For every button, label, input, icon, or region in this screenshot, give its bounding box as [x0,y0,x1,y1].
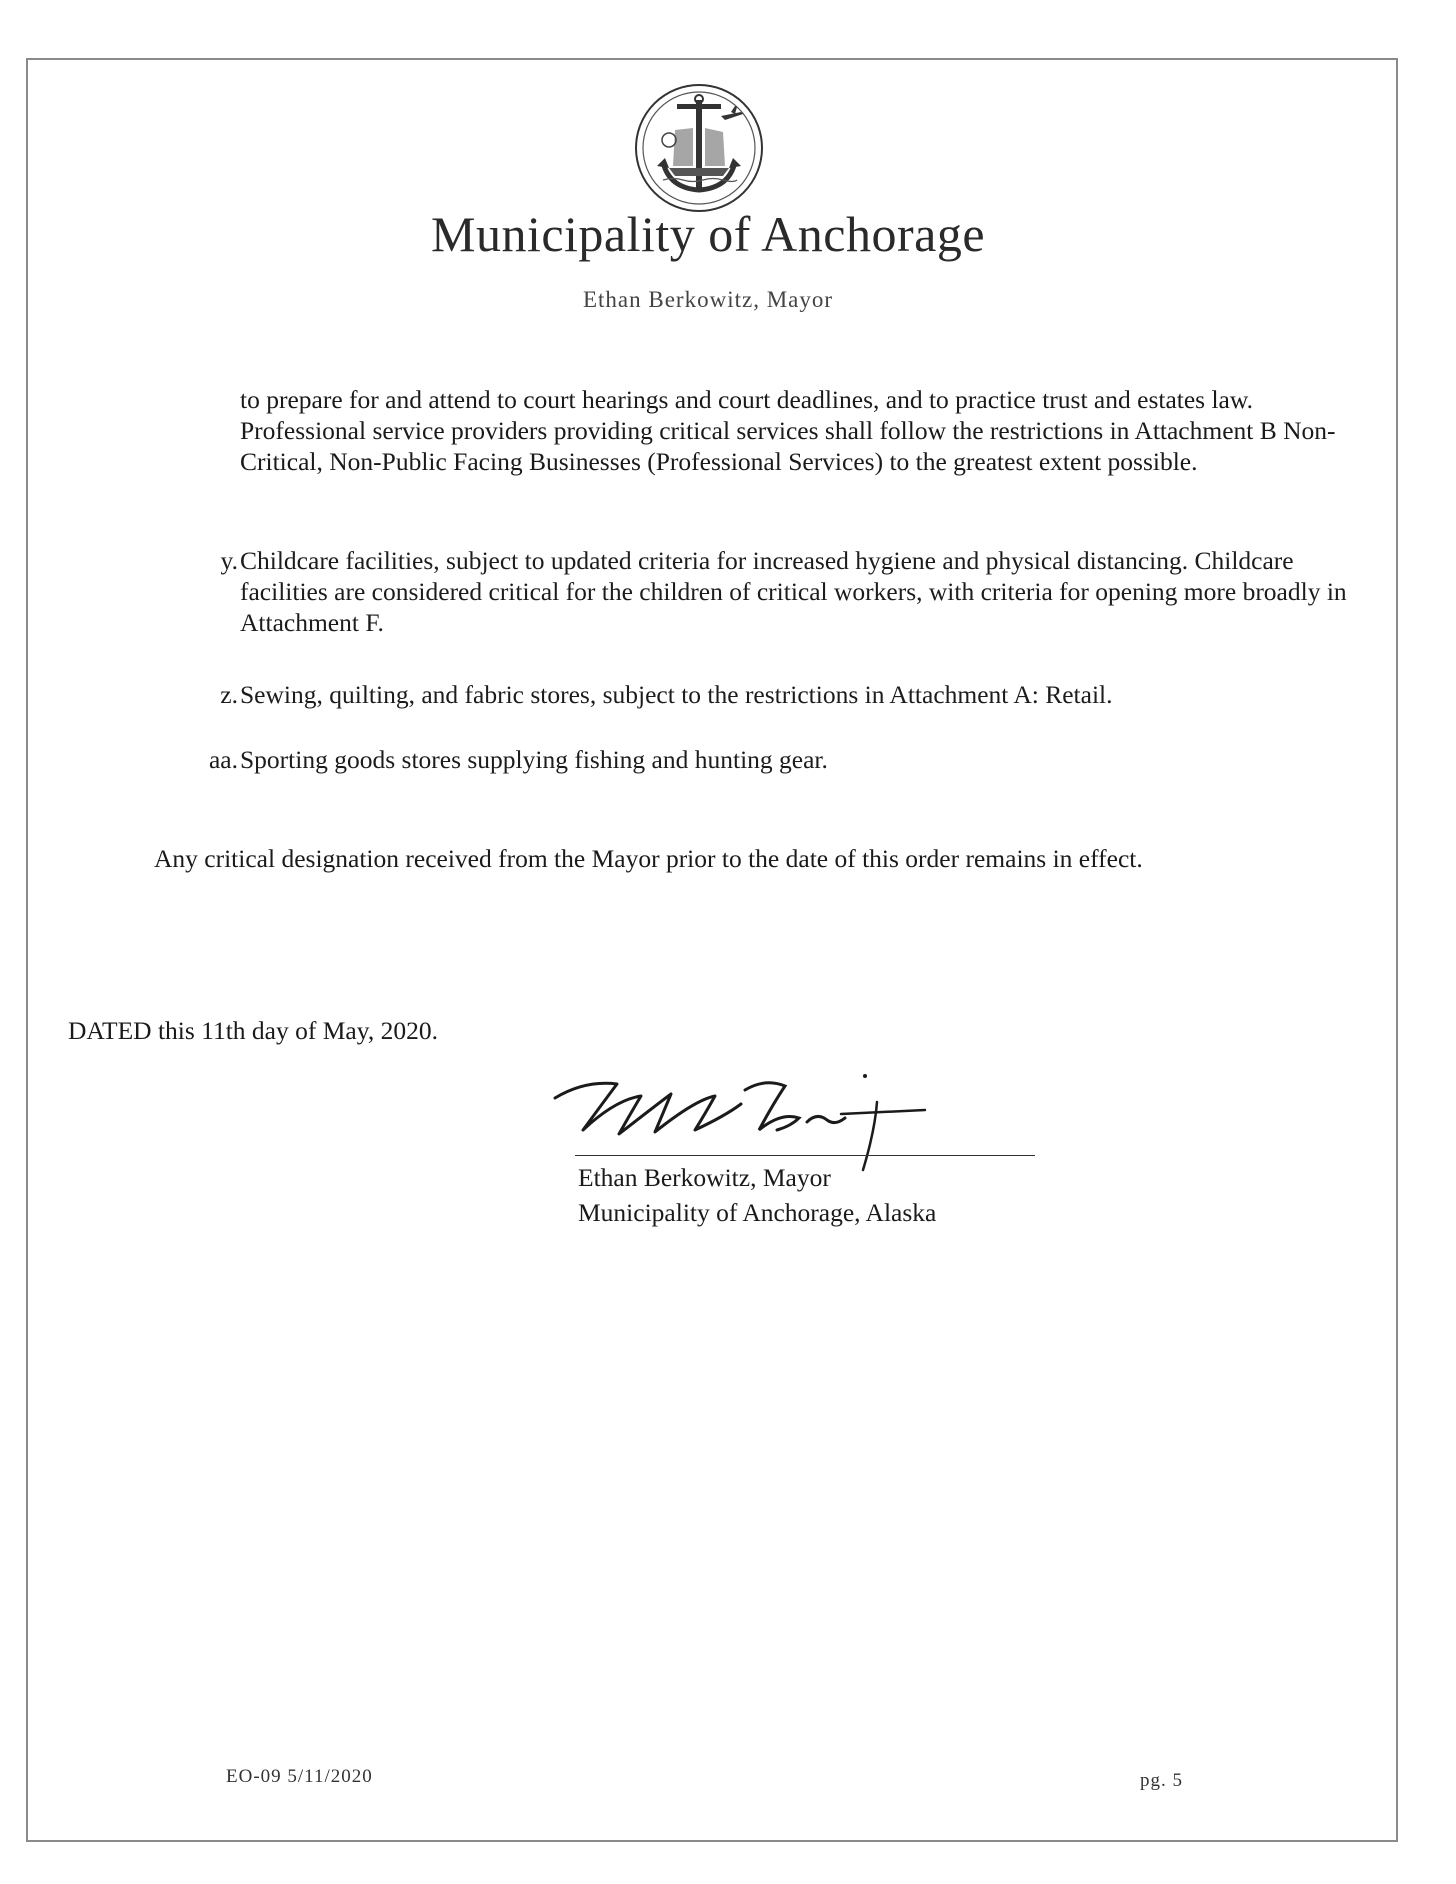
list-marker: z. [220,680,238,709]
letterhead-subtitle: Ethan Berkowitz, Mayor [582,287,834,312]
list-item-text: Childcare facilities, subject to updated criteria for increased hygiene and physical distancing. Childcare facilities are considered critical for the children of critical workers, with criteria for opening more broadly in Attachment F. [240,546,1347,637]
signer-name: Ethan Berkowitz, Mayor [578,1163,831,1192]
list-marker: aa. [208,745,238,774]
signature-line [575,1155,1035,1156]
letterhead-title: Municipality of Anchorage [430,206,986,262]
signer-organization: Municipality of Anchorage, Alaska [578,1198,937,1227]
anchor-ship-seal-icon [633,82,765,214]
closing-paragraph: Any critical designation received from the Mayor prior to the date of this order remains in effect. [154,844,1143,873]
list-item-text: Sewing, quilting, and fabric stores, subject to the restrictions in Attachment A: Retail. [240,680,1113,709]
page-number: pg. 5 [1140,1770,1183,1791]
continued-paragraph: to prepare for and attend to court hearings and court deadlines, and to practice trust and estates law. Professional service providers providing critical services shall follow the restrictions in Attachment B Non-Critical, Non-Public Facing Businesses (Professional Services) to the greatest extent possible. [240,385,1336,476]
list-marker: y. [220,546,238,575]
page-border [26,58,1398,1842]
list-item-text: Sporting goods stores supplying fishing and hunting gear. [240,745,828,774]
document-code: EO-09 5/11/2020 [226,1766,373,1787]
dated-line: DATED this 11th day of May, 2020. [68,1016,438,1045]
